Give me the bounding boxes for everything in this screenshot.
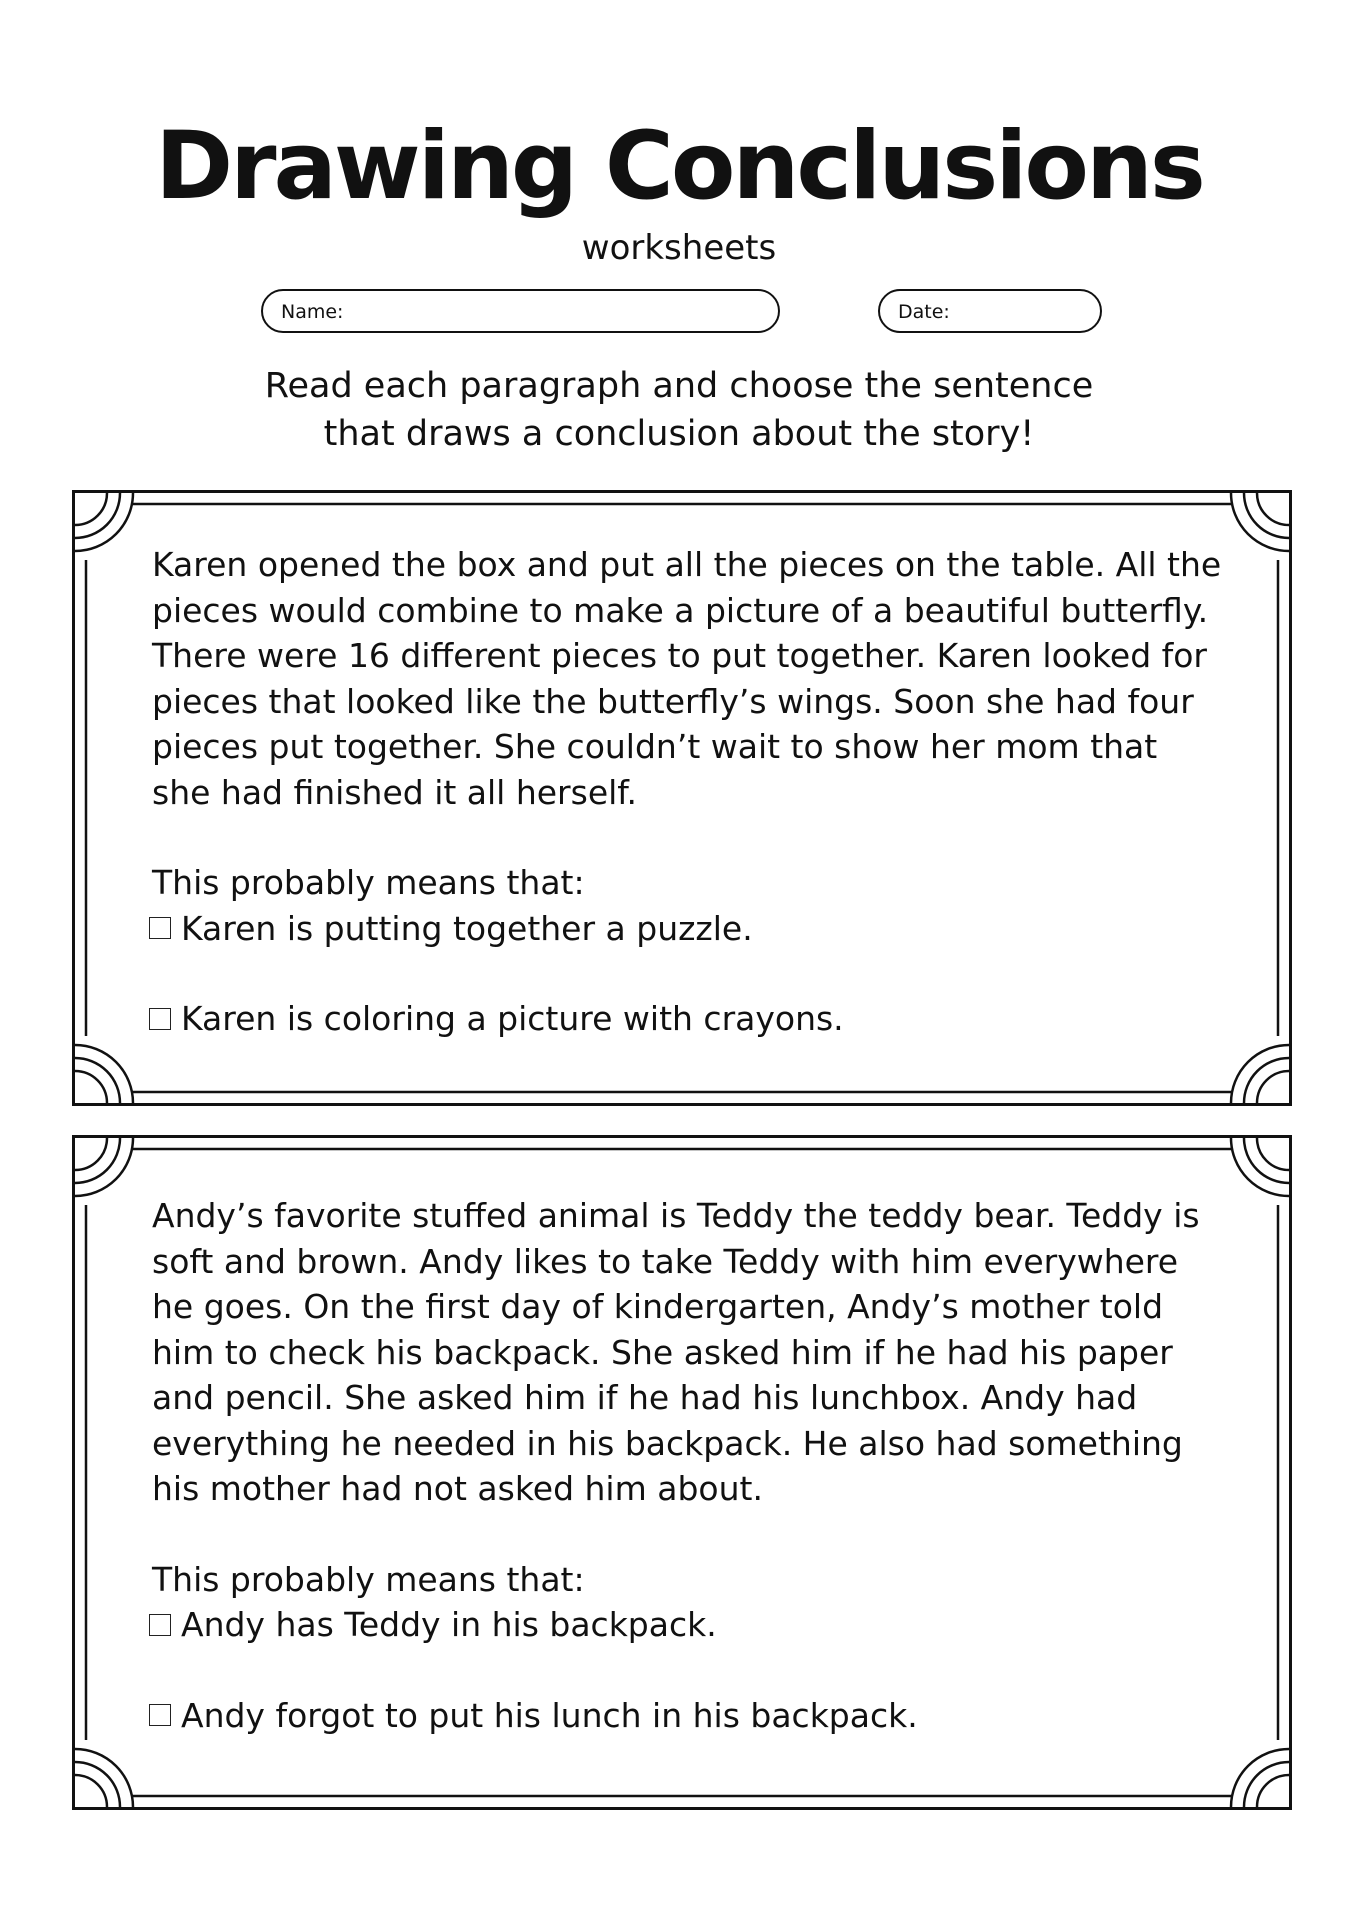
answer-option-label: Andy has Teddy in his backpack. [181, 1605, 717, 1644]
checkbox[interactable] [149, 917, 171, 939]
date-input[interactable] [960, 291, 1085, 333]
instructions [0, 362, 1358, 458]
worksheet-subtitle: worksheets [581, 228, 777, 268]
checkbox[interactable] [149, 1008, 171, 1030]
story-paragraph: Karen opened the box and put all the pieces on the table. All the pieces would combine to make a picture of a beautiful butterfly. There were 16 different pieces to put together. Karen looked for pieces that looked like the butterfly’s wings. Soon she had four pieces put together. She couldn’t wait to show her mom that she had finished it all herself. [152, 545, 1222, 812]
answer-option[interactable] [152, 906, 1222, 952]
question-panel-1 [72, 490, 1292, 1106]
checkbox[interactable] [149, 1704, 171, 1726]
name-label: Name: [281, 301, 344, 323]
instructions-line-1: Read each paragraph and choose the sentence [264, 366, 1094, 406]
story-paragraph: Andy’s favorite stuffed animal is Teddy the teddy bear. Teddy is soft and brown. Andy likes to take Teddy with him everywhere he goes. On the first day of kindergarten, Andy’s mother told him to check his backpack. She asked him if he had his paper and pencil. She asked him if he had his lunchbox. Andy had everything he needed in his backpack. He also had something his mother had not asked him about. [152, 1196, 1200, 1508]
answer-option[interactable] [152, 1602, 1222, 1648]
name-field[interactable] [261, 289, 780, 333]
question-prompt: This probably means that: [152, 1559, 585, 1599]
name-input[interactable] [354, 291, 656, 333]
question-panel-2 [72, 1135, 1292, 1810]
answer-option[interactable] [152, 996, 1222, 1042]
question-prompt: This probably means that: [152, 863, 585, 902]
date-field[interactable] [878, 289, 1102, 333]
answer-option[interactable] [152, 1693, 1222, 1739]
answer-option-label: Karen is coloring a picture with crayons. [181, 999, 844, 1038]
instructions-line-2: that draws a conclusion about the story! [323, 414, 1035, 454]
date-label: Date: [898, 301, 950, 323]
worksheet-title: Drawing Conclusions [155, 112, 1203, 221]
answer-option-label: Karen is putting together a puzzle. [181, 908, 753, 948]
answer-option-label: Andy forgot to put his lunch in his backpack. [181, 1695, 918, 1735]
checkbox[interactable] [149, 1614, 171, 1636]
